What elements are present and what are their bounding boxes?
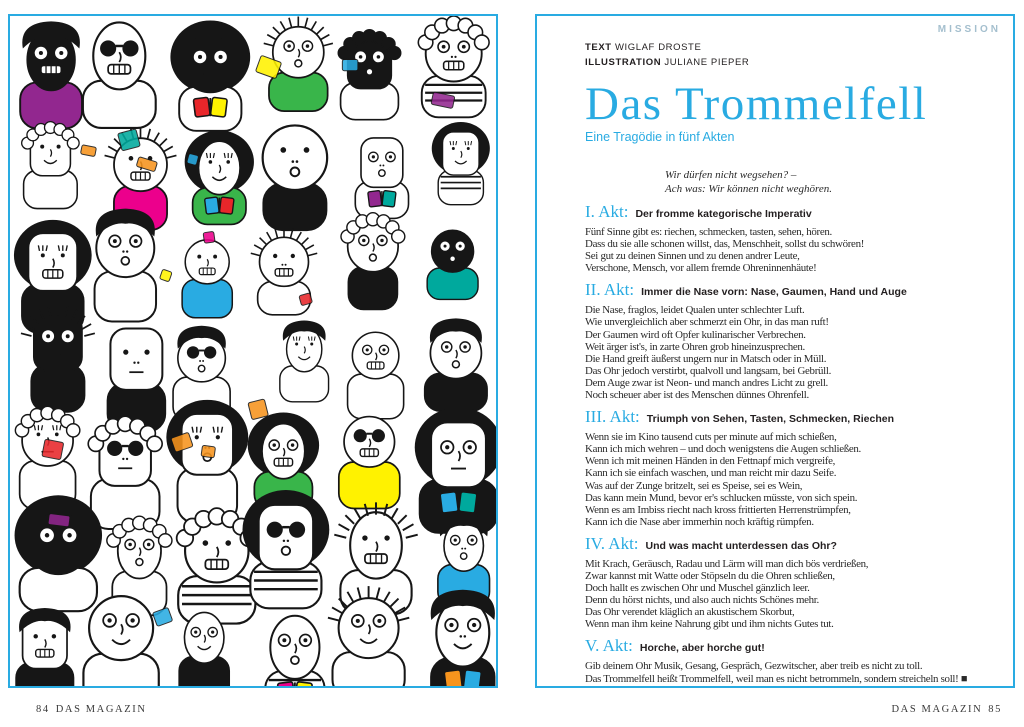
doodle-figure: [20, 21, 82, 128]
doodle-figure: [432, 122, 490, 205]
color-patch: [342, 59, 358, 70]
act-section: [585, 408, 1005, 528]
verse-line: Wie unvergleichlich aber schmerzt ein Ohr, in das man ruft!: [585, 316, 829, 329]
act-heading: [585, 535, 1005, 555]
doodle-figure: [425, 318, 487, 411]
doodle-figure: [263, 125, 328, 230]
verse-line: Wenn ich mit meinen Händen in den Fettnapf mich vergreife,: [585, 455, 836, 468]
verse-line: Das Ohr verendet kläglich an akustischem Skorbut,: [585, 606, 795, 619]
verse-line: Doch hallt es zwischen Ohr und Muschel gänzlich leer.: [585, 582, 810, 595]
right-page-folio: [891, 704, 1008, 715]
color-patch: [42, 439, 64, 460]
color-patch: [201, 445, 215, 458]
verse-line: Das kann mein Mund, bevor er's schlucken müsste, von sich spein.: [585, 491, 858, 504]
act-section: [585, 281, 1005, 401]
verse-line: Kann ich sie einfach waschen, und man reicht mir dazu Seife.: [585, 467, 837, 480]
act-heading: [585, 203, 1005, 223]
verse-line: Fünf Sinne gibt es: riechen, schmecken, tasten, sehen, hören.: [585, 226, 832, 238]
acts: [585, 203, 1005, 685]
epigraph-line: Ach was: Wir können nicht weghören.: [665, 182, 833, 195]
act-numeral: IV. Akt:: [585, 533, 639, 553]
doodle-figure: [22, 122, 80, 209]
verse-line: Mit Krach, Geräusch, Radau und Lärm will man dich bös verdrießen,: [585, 557, 869, 570]
verse-line: Zwar kannst mit Watte oder Stöpseln du die Ohren schließen,: [585, 569, 835, 582]
right-page-number: 85: [988, 704, 1002, 715]
act-numeral: I. Akt:: [585, 202, 629, 221]
doodle-figure: [339, 417, 400, 509]
doodle-figure: [328, 586, 409, 686]
verse-line: Gib deinem Ohr Musik, Gesang, Gespräch, Gezwitscher, aber treib es nicht zu toll.: [585, 660, 923, 673]
act-heading: [585, 281, 1005, 301]
act-section: [585, 637, 1005, 684]
doodle-figure: [16, 608, 73, 686]
verse-line: Denn du hörst nichts, und also auch nichts Schönes mehr.: [585, 594, 819, 607]
verse-line: Kann ich die Nase aber immerhin noch kräftig rümpfen.: [585, 515, 814, 528]
verse-line: Dass du sie alle schonen willst, das, Menschheit, sollst du schwören!: [585, 238, 865, 251]
credit-illustration-name: JULIANE PIEPER: [664, 57, 750, 68]
act-run-in-heading: Triumph von Sehen, Tasten, Schmecken, Riechen: [646, 413, 894, 426]
credit-illustration: [585, 55, 1005, 70]
act-heading: [585, 637, 1005, 657]
verse-line: Der Gaumen wird oft Opfer kulinarischer Verbrechen.: [585, 328, 806, 341]
doodle-figure: [170, 20, 250, 130]
doodle-figure: [348, 332, 404, 418]
doodle-figure: [431, 590, 495, 686]
credit-illustration-label: ILLUSTRATION: [585, 57, 662, 68]
epigraph-line: Wir dürfen nicht wegsehen? –: [665, 169, 797, 181]
doodle-figure: [88, 416, 162, 529]
verse-line: Die Hand greift äußerst ungern nur in Matsch oder in Müll.: [585, 352, 827, 365]
verse-line: Die Nase, fraglos, leidet Qualen unter schlechter Luft.: [585, 304, 805, 317]
verse-line: Verschone, Mensch, vor allem fremde Ohreninnenhäute!: [585, 262, 817, 275]
act-numeral: V. Akt:: [585, 636, 633, 656]
crowd-illustration: [10, 16, 496, 686]
section-label: MISSION: [937, 24, 1001, 35]
doodle-figure: [185, 130, 254, 224]
left-magazine-name: DAS MAGAZIN: [55, 704, 147, 715]
left-page-folio: [30, 704, 147, 715]
verse-line: Das Ohr jedoch verstirbt, qualvoll und langsam, bei Gebrüll.: [585, 364, 832, 377]
color-patch: [203, 231, 215, 243]
article-subtitle: Eine Tragödie in fünf Akten: [585, 130, 735, 144]
verse-line: Wenn es am Imbiss riecht nach kross frittierten Herrenstrümpfen,: [585, 503, 851, 516]
act-run-in-heading: Der fromme kategorische Imperativ: [635, 208, 812, 220]
verse-line: Wenn sie im Kino tausend cuts per minute auf mich schießen,: [585, 431, 837, 444]
verse-line: Sei gut zu deinen Sinnen und zu denen andrer Leute,: [585, 250, 800, 263]
doodle-figure: [15, 495, 103, 611]
verse-line: Kann ich mich wehren – und doch wenigstens die Augen schließen.: [585, 443, 861, 456]
doodle-figure: [83, 596, 158, 686]
credit-text-name: WIGLAF DROSTE: [614, 42, 702, 53]
credit-text-label: TEXT: [585, 42, 612, 53]
doodle-figure: [108, 329, 166, 432]
doodle-figure: [243, 490, 330, 608]
act-run-in-heading: Horche, aber horche gut!: [639, 642, 765, 655]
act-numeral: III. Akt:: [585, 407, 640, 427]
color-patch: [248, 399, 269, 420]
doodle-figure: [166, 400, 248, 523]
color-patch: [187, 153, 199, 165]
color-patch: [48, 513, 70, 527]
doodle-figure: [338, 30, 401, 120]
verse-line: Weit ärger ist's, in zarte Ohren grob hineinzusprechen.: [585, 340, 805, 353]
illustration-page: [8, 14, 498, 688]
epigraph: [665, 169, 1005, 196]
credit-text: [585, 40, 1005, 55]
verse-line: Was auf der Zunge britzelt, sei es Speise, sei es Wein,: [585, 479, 803, 492]
left-page-number: 84: [36, 704, 50, 715]
act-section: [585, 535, 1005, 631]
act-section: [585, 203, 1005, 274]
verse-line: Dem Auge zwar ist Neon- und manch andres Licht zu grell.: [585, 376, 828, 389]
article-title: Das Trommelfell: [585, 78, 928, 130]
act-run-in-heading: Und was macht unterdessen das Ohr?: [645, 539, 837, 552]
act-run-in-heading: Immer die Nase vorn: Nase, Gaumen, Hand und Auge: [641, 286, 907, 299]
right-magazine-name: DAS MAGAZIN: [891, 704, 983, 715]
doodle-figure: [95, 209, 156, 322]
article-page: [535, 14, 1015, 688]
doodle-figure: [415, 407, 496, 532]
doodle-figure: [355, 138, 408, 219]
verse-line: Noch scheuer aber ist des Menschen dünnes Ohrenfell.: [585, 389, 809, 402]
act-numeral: II. Akt:: [585, 280, 635, 300]
verse-line: Wenn man ihm keine Nahrung gibt und ihm nichts Gutes tut.: [585, 618, 834, 631]
article-content: [585, 40, 1005, 685]
act-heading: [585, 408, 1005, 428]
verse-line: Das Trommelfell heißt Trommelfell, weil man es nicht betrommeln, sondern streicheln soll! ■: [585, 672, 968, 685]
